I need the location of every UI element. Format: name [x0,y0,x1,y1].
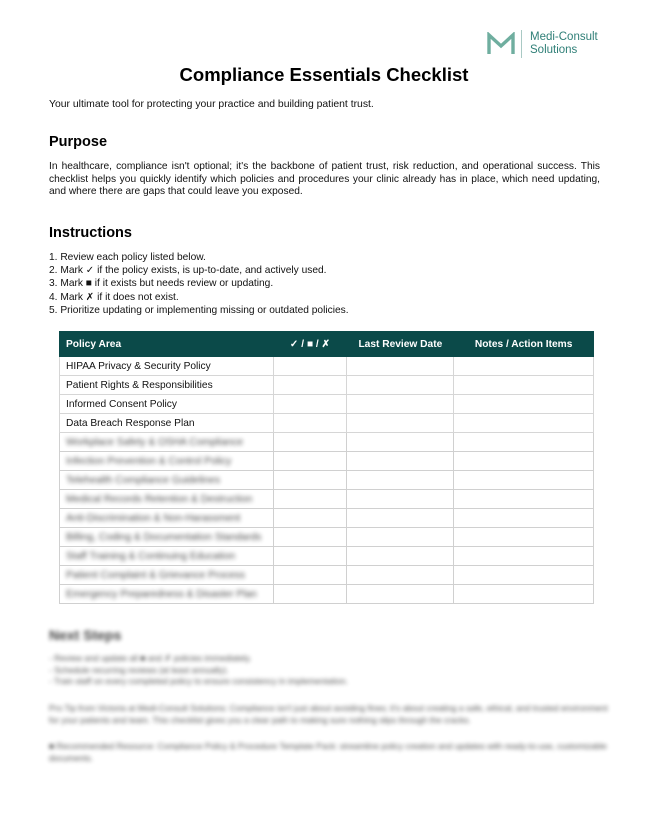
instruction-step: 5. Prioritize updating or implementing missing or outdated policies. [49,304,349,316]
status-cell [273,490,347,509]
table-row [60,357,594,376]
header-policy-area: Policy Area [60,332,274,357]
notes-cell [454,490,594,509]
brand-logo [487,30,598,58]
status-cell [273,471,347,490]
next-steps-section [49,627,609,764]
policy-area-cell: Billing, Coding & Documentation Standards [60,528,274,547]
review-date-cell [347,566,454,585]
notes-cell [454,528,594,547]
notes-cell [454,509,594,528]
status-cell [273,566,347,585]
table-row [60,547,594,566]
instructions-list [49,251,349,317]
policy-area-cell: Emergency Preparedness & Disaster Plan [60,585,274,604]
pro-tip: Pro Tip from Victoria at Medi-Consult Solutions: Compliance isn't just about avoiding fines; it's about creating a safe, ethical, and trusted environment for your patients and team. This checklist gives you a clear path to making sure nothing slips through the cracks. [49,702,608,725]
table-row [60,414,594,433]
blurred-table-rows [60,433,594,604]
policy-area-cell: Workplace Safety & OSHA Compliance [60,433,274,452]
next-step-item: - Review and update all ■ and ✗ policies immediately. [49,653,252,663]
table-row [60,490,594,509]
review-date-cell[interactable] [347,414,454,433]
instruction-step: 4. Mark ✗ if it does not exist. [49,291,179,303]
status-cell[interactable] [273,357,347,376]
policy-area-cell: Patient Complaint & Grievance Process [60,566,274,585]
instruction-step: 3. Mark ■ if it exists but needs review or updating. [49,278,274,290]
instructions-heading: Instructions [49,225,132,241]
table-row [60,528,594,547]
status-cell [273,509,347,528]
table-row [60,433,594,452]
header-status-marks: ✓ / ■ / ✗ [273,332,347,357]
recommended-resource: ■ Recommended Resource: Compliance Policy & Procedure Template Pack: streamline policy creation and updates with ready-to-use, customizable documents. [49,740,607,763]
m-logo-icon [487,32,515,56]
policy-area-cell: HIPAA Privacy & Security Policy [60,357,274,376]
purpose-text: In healthcare, compliance isn't optional; it's the backbone of patient trust, risk reduction, and operational success. This checklist helps you quickly identify which policies and procedures your clinic already has in place, which need updating, and where there are gaps that could leave you exposed. [49,161,600,198]
review-date-cell [347,471,454,490]
status-cell [273,547,347,566]
policy-area-cell: Staff Training & Continuing Education [60,547,274,566]
policy-area-cell: Data Breach Response Plan [60,414,274,433]
notes-cell[interactable] [454,395,594,414]
table-row [60,452,594,471]
notes-cell[interactable] [454,376,594,395]
logo-divider [521,30,522,58]
review-date-cell[interactable] [347,357,454,376]
header-last-review-date: Last Review Date [347,332,454,357]
policy-checklist-table [59,331,594,604]
policy-area-cell: Telehealth Compliance Guidelines [60,471,274,490]
table-row [60,566,594,585]
status-cell[interactable] [273,376,347,395]
next-steps-heading: Next Steps [49,627,122,643]
next-step-item: - Train staff on every completed policy to ensure consistency in implementation. [49,676,348,686]
table-row [60,395,594,414]
table-header-row [60,332,594,357]
review-date-cell [347,490,454,509]
review-date-cell [347,547,454,566]
next-steps-list [49,653,609,688]
notes-cell [454,471,594,490]
policy-area-cell: Patient Rights & Responsibilities [60,376,274,395]
review-date-cell [347,433,454,452]
table-row [60,509,594,528]
policy-area-cell: Informed Consent Policy [60,395,274,414]
tagline: Your ultimate tool for protecting your practice and building patient trust. [49,99,374,110]
status-cell[interactable] [273,395,347,414]
brand-name [530,31,598,57]
policy-area-cell: Anti-Discrimination & Non-Harassment [60,509,274,528]
notes-cell[interactable] [454,357,594,376]
notes-cell [454,585,594,604]
table-row [60,471,594,490]
notes-cell[interactable] [454,414,594,433]
instruction-step: 1. Review each policy listed below. [49,252,206,263]
status-cell[interactable] [273,414,347,433]
notes-cell [454,433,594,452]
review-date-cell [347,528,454,547]
brand-name-line1: Medi-Consult [530,31,598,43]
policy-area-cell: Infection Prevention & Control Policy [60,452,274,471]
brand-name-line2: Solutions [530,44,578,56]
review-date-cell [347,509,454,528]
header-notes: Notes / Action Items [454,332,594,357]
status-cell [273,585,347,604]
review-date-cell[interactable] [347,395,454,414]
table-row [60,376,594,395]
document-title: Compliance Essentials Checklist [179,64,469,85]
review-date-cell[interactable] [347,376,454,395]
review-date-cell [347,585,454,604]
instruction-step: 2. Mark ✓ if the policy exists, is up-to-date, and actively used. [49,265,327,277]
review-date-cell [347,452,454,471]
table-row [60,585,594,604]
purpose-heading: Purpose [49,134,108,150]
next-step-item: - Schedule recurring reviews (at least annually). [49,664,229,675]
status-cell [273,528,347,547]
status-cell [273,452,347,471]
notes-cell [454,547,594,566]
policy-area-cell: Medical Records Retention & Destruction [60,490,274,509]
notes-cell [454,452,594,471]
status-cell [273,433,347,452]
notes-cell [454,566,594,585]
